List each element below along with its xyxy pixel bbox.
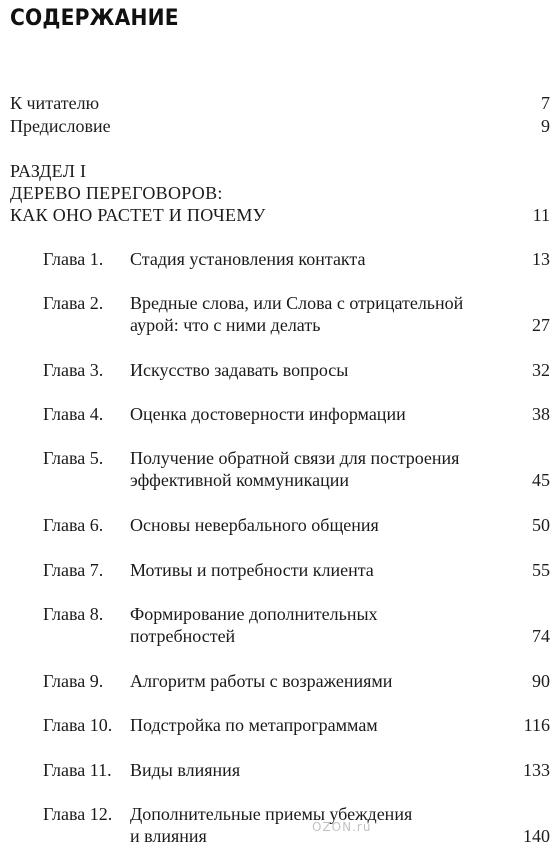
chapter-label: Глава 3.	[43, 360, 104, 380]
chapter-label: Глава 7.	[43, 560, 104, 580]
toc-heading: СОДЕРЖАНИЕ	[10, 6, 179, 31]
section-title-line: КАК ОНО РАСТЕТ И ПОЧЕМУ	[10, 205, 266, 225]
chapter-label: Глава 6.	[43, 515, 104, 535]
section-title-line: ДЕРЕВО ПЕРЕГОВОРОВ:	[10, 183, 223, 203]
chapter-title: Алгоритм работы с возражениями	[130, 671, 393, 691]
chapter-label: Глава 12.	[43, 804, 113, 824]
chapter-page: 27	[532, 315, 550, 335]
chapter-page: 55	[532, 560, 550, 580]
chapter-page: 116	[523, 715, 550, 735]
section-page: 11	[532, 205, 550, 225]
chapter-page: 45	[532, 470, 550, 490]
chapter-title: Вредные слова, или Слова с отрицательной	[130, 293, 464, 313]
chapter-title: Дополнительные приемы убеждения	[130, 804, 413, 824]
chapter-title: Искусство задавать вопросы	[130, 360, 349, 380]
chapter-label: Глава 4.	[43, 404, 104, 424]
toc-entry-title: Предисловие	[10, 116, 111, 136]
chapter-title: Стадия установления контакта	[130, 249, 366, 269]
chapter-page: 13	[532, 249, 550, 269]
toc-entry-page: 9	[541, 116, 550, 136]
chapter-page: 133	[523, 760, 550, 780]
toc-entry-title: К читателю	[10, 93, 100, 113]
toc-entry-page: 7	[541, 93, 550, 113]
chapter-label: Глава 9.	[43, 671, 104, 691]
chapter-title-continued: потребностей	[130, 626, 236, 646]
chapter-title: Основы невербального общения	[130, 515, 379, 535]
chapter-label: Глава 8.	[43, 604, 104, 624]
chapter-title-continued: эффективной коммуникации	[130, 470, 349, 490]
chapter-title: Мотивы и потребности клиента	[130, 560, 374, 580]
section-label: РАЗДЕЛ I	[10, 161, 87, 181]
chapter-label: Глава 5.	[43, 448, 104, 468]
chapter-title: Подстройка по метапрограммам	[130, 715, 378, 735]
chapter-title: Оценка достоверности информации	[130, 404, 406, 424]
chapter-page: 38	[532, 404, 550, 424]
chapter-page: 32	[532, 360, 550, 380]
chapter-title-continued: и влияния	[130, 826, 207, 846]
chapter-page: 140	[523, 826, 550, 846]
chapter-label: Глава 2.	[43, 293, 104, 313]
chapter-page: 90	[532, 671, 550, 691]
chapter-title: Виды влияния	[130, 760, 241, 780]
chapter-title: Формирование дополнительных	[130, 604, 378, 624]
chapter-label: Глава 1.	[43, 249, 104, 269]
watermark: OZON.ru	[312, 820, 372, 834]
chapter-label: Глава 10.	[43, 715, 113, 735]
chapter-page: 50	[532, 515, 550, 535]
chapter-title-continued: аурой: что с ними делать	[130, 315, 321, 335]
chapter-title: Получение обратной связи для построения	[130, 448, 460, 468]
chapter-page: 74	[532, 626, 550, 646]
chapter-label: Глава 11.	[43, 760, 112, 780]
